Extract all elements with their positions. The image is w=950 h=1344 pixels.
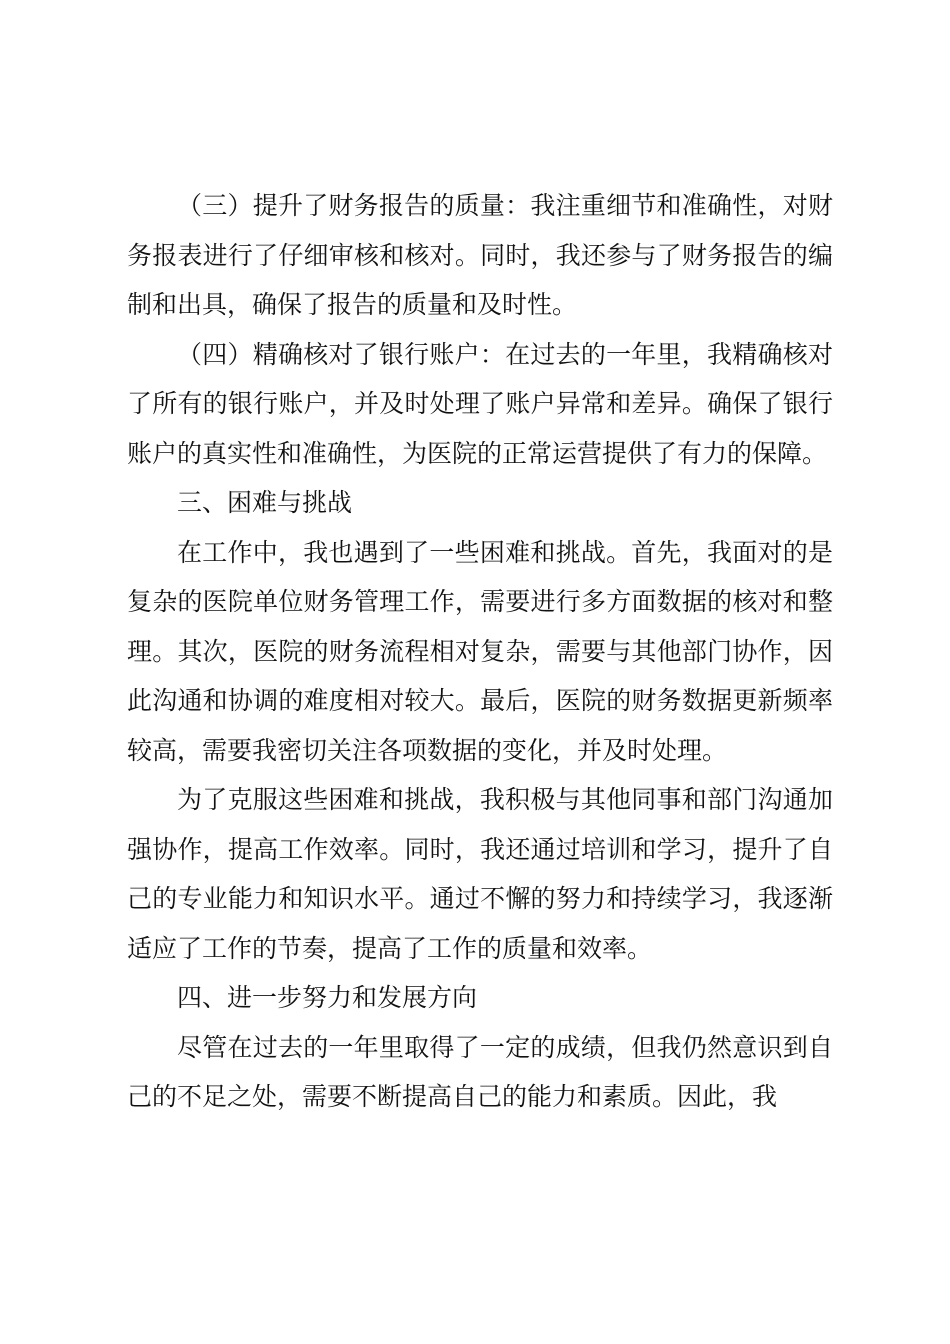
paragraph-financial-report-quality: （三）提升了财务报告的质量：我注重细节和准确性，对财务报表进行了仔细审核和核对。同时，我还参与了财务报告的编制和出具，确保了报告的质量和及时性。: [127, 191, 833, 319]
paragraph-bank-account-reconciliation: （四）精确核对了银行账户：在过去的一年里，我精确核对了所有的银行账户，并及时处理了账户异常和差异。确保了银行账户的真实性和准确性，为医院的正常运营提供了有力的保障。: [127, 339, 833, 468]
paragraph-difficulties-description: 在工作中，我也遇到了一些困难和挑战。首先，我面对的是复杂的医院单位财务管理工作，需要进行多方面数据的核对和整理。其次，医院的财务流程相对复杂，需要与其他部门协作，因此沟通和协调的难度相对较大。最后，医院的财务数据更新频率较高，需要我密切关注各项数据的变化，并及时处理。: [127, 537, 833, 765]
document-body: [127, 181, 833, 1122]
paragraph-overcoming-difficulties: 为了克服这些困难和挑战，我积极与其他同事和部门沟通加强协作，提高工作效率。同时，我还通过培训和学习，提升了自己的专业能力和知识水平。通过不懈的努力和持续学习，我逐渐适应了工作的节奏，提高了工作的质量和效率。: [127, 785, 833, 963]
section-heading-development-direction: 四、进一步努力和发展方向: [177, 983, 478, 1012]
section-heading-difficulties: 三、困难与挑战: [177, 488, 353, 517]
paragraph-development-direction: 尽管在过去的一年里取得了一定的成绩，但我仍然意识到自己的不足之处，需要不断提高自己的能力和素质。因此，我: [127, 1032, 833, 1111]
